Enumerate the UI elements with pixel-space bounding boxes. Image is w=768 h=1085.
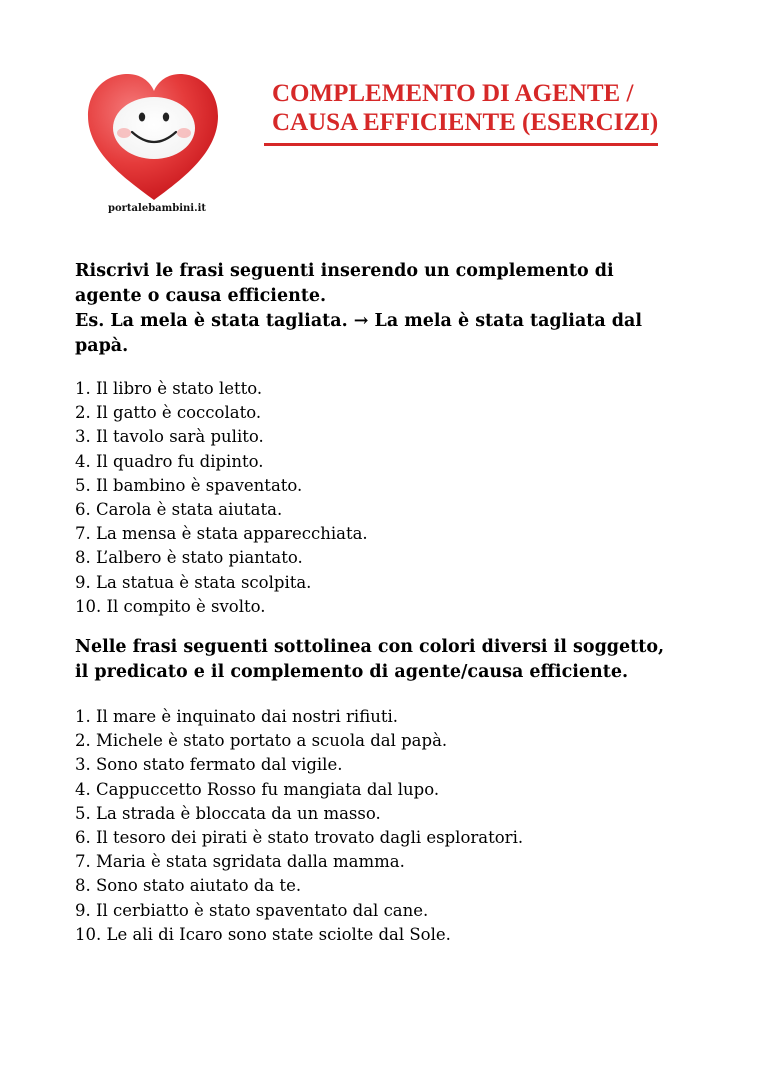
list-item: 10. Le ali di Icaro sono state sciolte dal Sole.	[75, 924, 451, 944]
instruction-line: Riscrivi le frasi seguenti inserendo un complemento di	[75, 261, 614, 281]
list-item: 7. La mensa è stata apparecchiata.	[75, 524, 368, 544]
list-item: 9. Il cerbiatto è stato spaventato dal cane.	[75, 900, 429, 920]
list-item: 5. La strada è bloccata da un masso.	[75, 803, 381, 823]
exercise-2-list	[75, 705, 523, 947]
exercise-1-list	[75, 377, 368, 619]
list-item: 10. Il compito è svolto.	[75, 596, 266, 616]
list-item: 2. Il gatto è coccolato.	[75, 403, 262, 423]
instruction-line: Nelle frasi seguenti sottolinea con colori diversi il soggetto,	[75, 637, 665, 657]
list-item: 3. Sono stato fermato dal vigile.	[75, 755, 343, 775]
list-item: 6. Il tesoro dei pirati è stato trovato dagli esploratori.	[75, 828, 524, 848]
instruction-line: Es. La mela è stata tagliata. → La mela è stata tagliata dal	[75, 311, 643, 331]
list-item: 1. Il libro è stato letto.	[75, 379, 263, 398]
list-item: 4. Il quadro fu dipinto.	[75, 451, 264, 471]
list-item: 2. Michele è stato portato a scuola dal papà.	[75, 731, 448, 751]
site-caption: portalebambini.it	[108, 203, 207, 214]
list-item: 8. L’albero è stato piantato.	[75, 548, 303, 568]
list-item: 5. Il bambino è spaventato.	[75, 475, 303, 495]
list-item: 9. La statua è stata scolpita.	[75, 572, 312, 592]
exercise-1-instructions	[75, 259, 715, 359]
page-title	[272, 79, 658, 137]
list-item: 3. Il tavolo sarà pulito.	[75, 427, 264, 447]
list-item: 6. Carola è stata aiutata.	[75, 500, 283, 520]
title-line: CAUSA EFFICIENTE (ESERCIZI)	[272, 109, 659, 136]
list-item: 4. Cappuccetto Rosso fu mangiata dal lupo.	[75, 779, 440, 799]
title-line: COMPLEMENTO DI AGENTE /	[272, 80, 634, 107]
heart-smiley-logo	[84, 70, 224, 220]
instruction-line: agente o causa efficiente.	[75, 286, 327, 306]
instruction-line: papà.	[75, 336, 129, 356]
list-item: 1. Il mare è inquinato dai nostri rifiuti.	[75, 707, 398, 726]
exercise-2-instructions	[75, 635, 715, 685]
heart-icon	[84, 70, 224, 220]
list-item: 7. Maria è stata sgridata dalla mamma.	[75, 852, 405, 872]
title-underline	[264, 143, 658, 146]
list-item: 8. Sono stato aiutato da te.	[75, 876, 302, 896]
instruction-line: il predicato e il complemento di agente/causa efficiente.	[75, 662, 629, 682]
